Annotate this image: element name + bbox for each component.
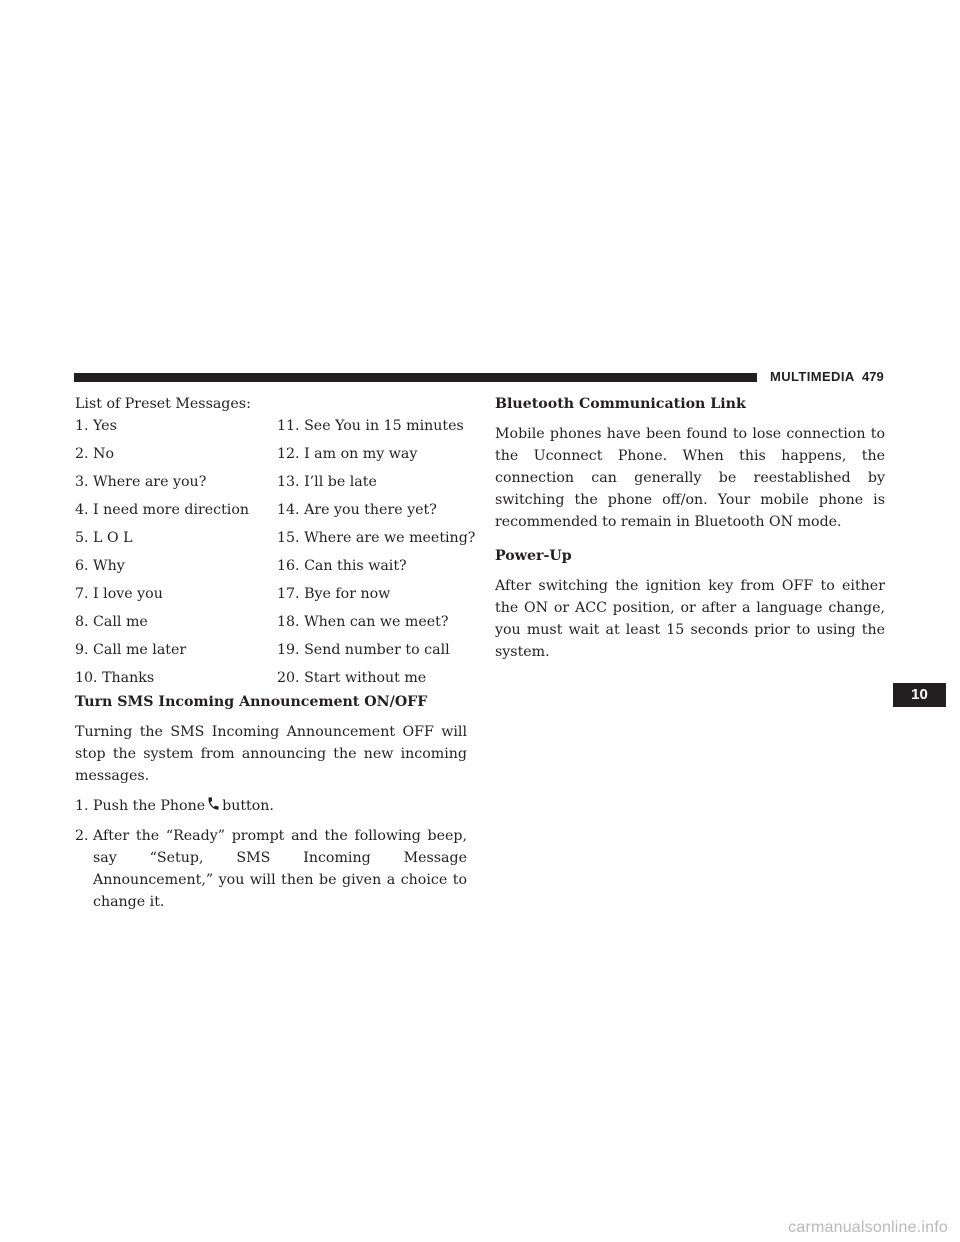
phone-icon [206, 796, 221, 811]
step-2 [75, 825, 467, 913]
header-rule [74, 373, 757, 382]
step-1 [75, 795, 467, 817]
preset-message-item: 3. Where are you? [75, 474, 207, 490]
preset-message-item: 20. Start without me [277, 670, 427, 686]
left-column [75, 393, 476, 913]
preset-message-item: 11. See You in 15 minutes [277, 418, 464, 434]
preset-message-item: 4. I need more direction [75, 502, 250, 518]
step-1-text-after: button. [222, 798, 274, 814]
watermark: carmanualsonline.info [788, 1219, 948, 1236]
preset-message-item: 6. Why [75, 558, 125, 574]
bluetooth-link-paragraph: Mobile phones have been found to lose connection to the Uconnect Phone. When this happens, the connection can generally be reestablished by switching the phone off/on. Your mobile phone is recommended to remain in Bluetooth ON mode. [495, 426, 885, 530]
step-2-number: 2. [75, 828, 89, 844]
step-2-text: After the “Ready” prompt and the following beep, say “Setup, SMS Incoming Message Announcement,” you will then be given a choice to change it. [93, 828, 467, 910]
power-up-heading: Power-Up [495, 548, 572, 564]
preset-message-item: 19. Send number to call [277, 642, 450, 658]
preset-message-item: 14. Are you there yet? [277, 502, 437, 518]
preset-message-item: 13. I’ll be late [277, 474, 377, 490]
preset-message-item: 7. I love you [75, 586, 163, 602]
preset-message-item: 15. Where are we meeting? [277, 530, 476, 546]
step-1-text-before: Push the Phone [93, 798, 206, 814]
preset-message-item: 10. Thanks [75, 670, 155, 686]
bluetooth-link-heading: Bluetooth Communication Link [495, 396, 746, 412]
preset-message-list [75, 415, 476, 689]
right-column [495, 393, 885, 663]
preset-message-item: 16. Can this wait? [277, 558, 407, 574]
section-title: MULTIMEDIA [770, 369, 855, 384]
page-number: 479 [862, 369, 884, 384]
preset-message-item: 12. I am on my way [277, 446, 418, 462]
preset-message-item: 17. Bye for now [277, 586, 391, 602]
preset-intro: List of Preset Messages: [75, 396, 251, 412]
preset-message-item: 2. No [75, 446, 115, 462]
step-1-text [93, 795, 467, 817]
power-up-paragraph: After switching the ignition key from OFF to either the ON or ACC position, or after a language change, you must wait at least 15 seconds prior to using the system. [495, 578, 885, 660]
chapter-tab: 10 [893, 683, 946, 707]
preset-message-item: 9. Call me later [75, 642, 187, 658]
preset-message-item: 1. Yes [75, 418, 117, 434]
step-1-number: 1. [75, 798, 89, 814]
sms-announcement-heading: Turn SMS Incoming Announcement ON/OFF [75, 694, 428, 710]
preset-message-item: 5. L O L [75, 530, 133, 546]
sms-announcement-paragraph: Turning the SMS Incoming Announcement OFF will stop the system from announcing the new incoming messages. [75, 724, 467, 784]
preset-message-item: 8. Call me [75, 614, 148, 630]
preset-message-item: 18. When can we meet? [277, 614, 449, 630]
